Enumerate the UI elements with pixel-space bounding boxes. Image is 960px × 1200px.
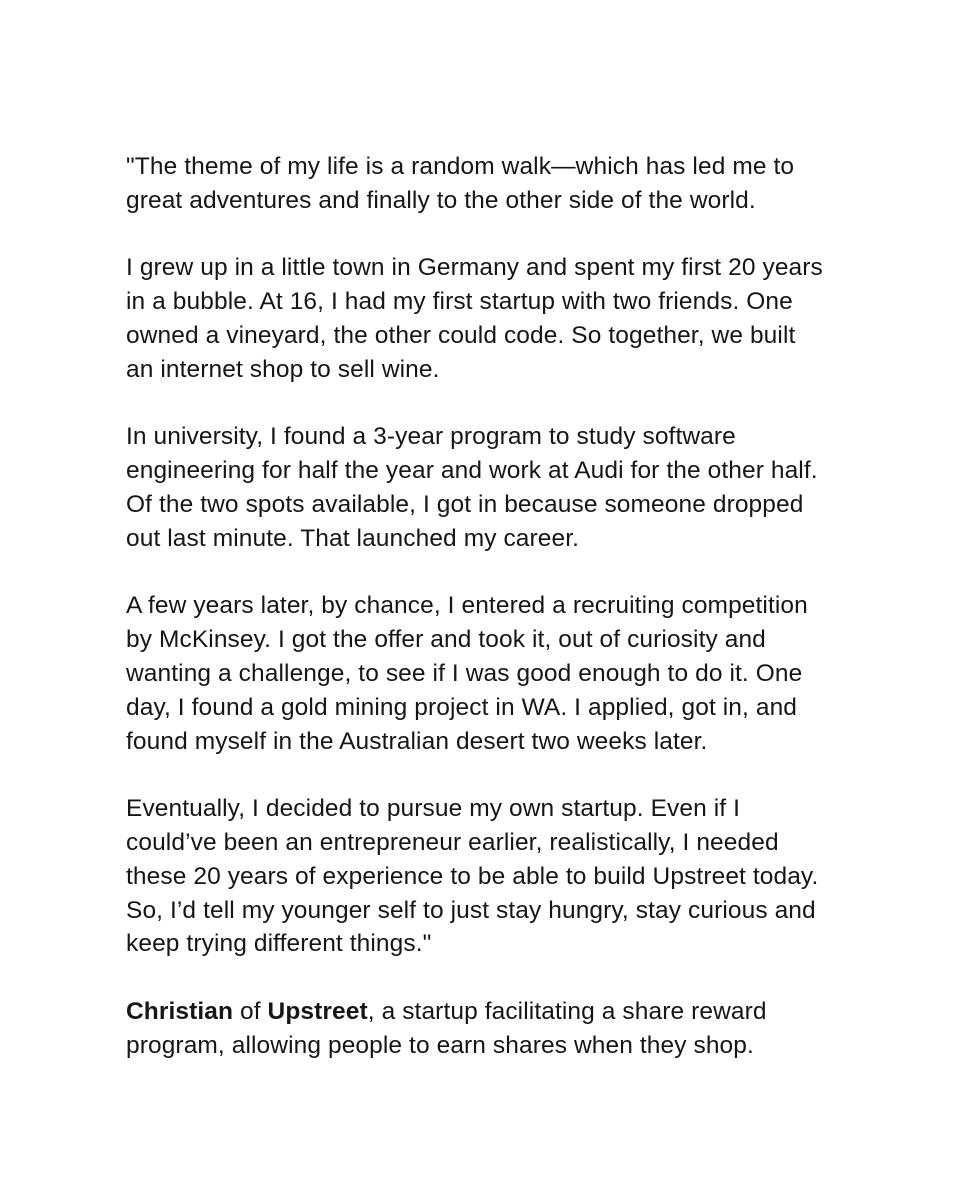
attribution-company: Upstreet bbox=[267, 997, 368, 1025]
attribution bbox=[126, 995, 866, 1063]
attribution-name: Christian bbox=[126, 997, 234, 1025]
story-text bbox=[126, 150, 866, 1063]
quote-paragraph-5: Eventually, I decided to pursue my own startup. Even if I could’ve been an entrepreneur earlier, realistically, I needed these 20 years of experience to be able to build Upstreet today. So, I’d tell my younger self to just stay hungry, stay curious and keep trying different things." bbox=[126, 795, 819, 958]
quote-paragraph-2: I grew up in a little town in Germany and spent my first 20 years in a bubble. At 16, I had my first startup with two friends. One owned a vineyard, the other could code. So together, we built an internet shop to sell wine. bbox=[126, 254, 823, 383]
attribution-description: , a startup facilitating a share reward program, allowing people to earn shares when they shop. bbox=[126, 997, 767, 1059]
quote-paragraph-3: In university, I found a 3-year program to study software engineering for half the year and work at Audi for the other half. Of the two spots available, I got in because someone dropped out last minute. That launched my career. bbox=[126, 423, 818, 552]
quote-paragraph-4: A few years later, by chance, I entered a recruiting competition by McKinsey. I got the offer and took it, out of curiosity and wanting a challenge, to see if I was good enough to do it. One day, I found a gold mining project in WA. I applied, got in, and found myself in the Australian desert two weeks later. bbox=[126, 592, 808, 755]
quote-paragraph-1: "The theme of my life is a random walk—which has led me to great adventures and finally to the other side of the world. bbox=[126, 153, 795, 214]
attribution-connector: of bbox=[233, 997, 268, 1025]
